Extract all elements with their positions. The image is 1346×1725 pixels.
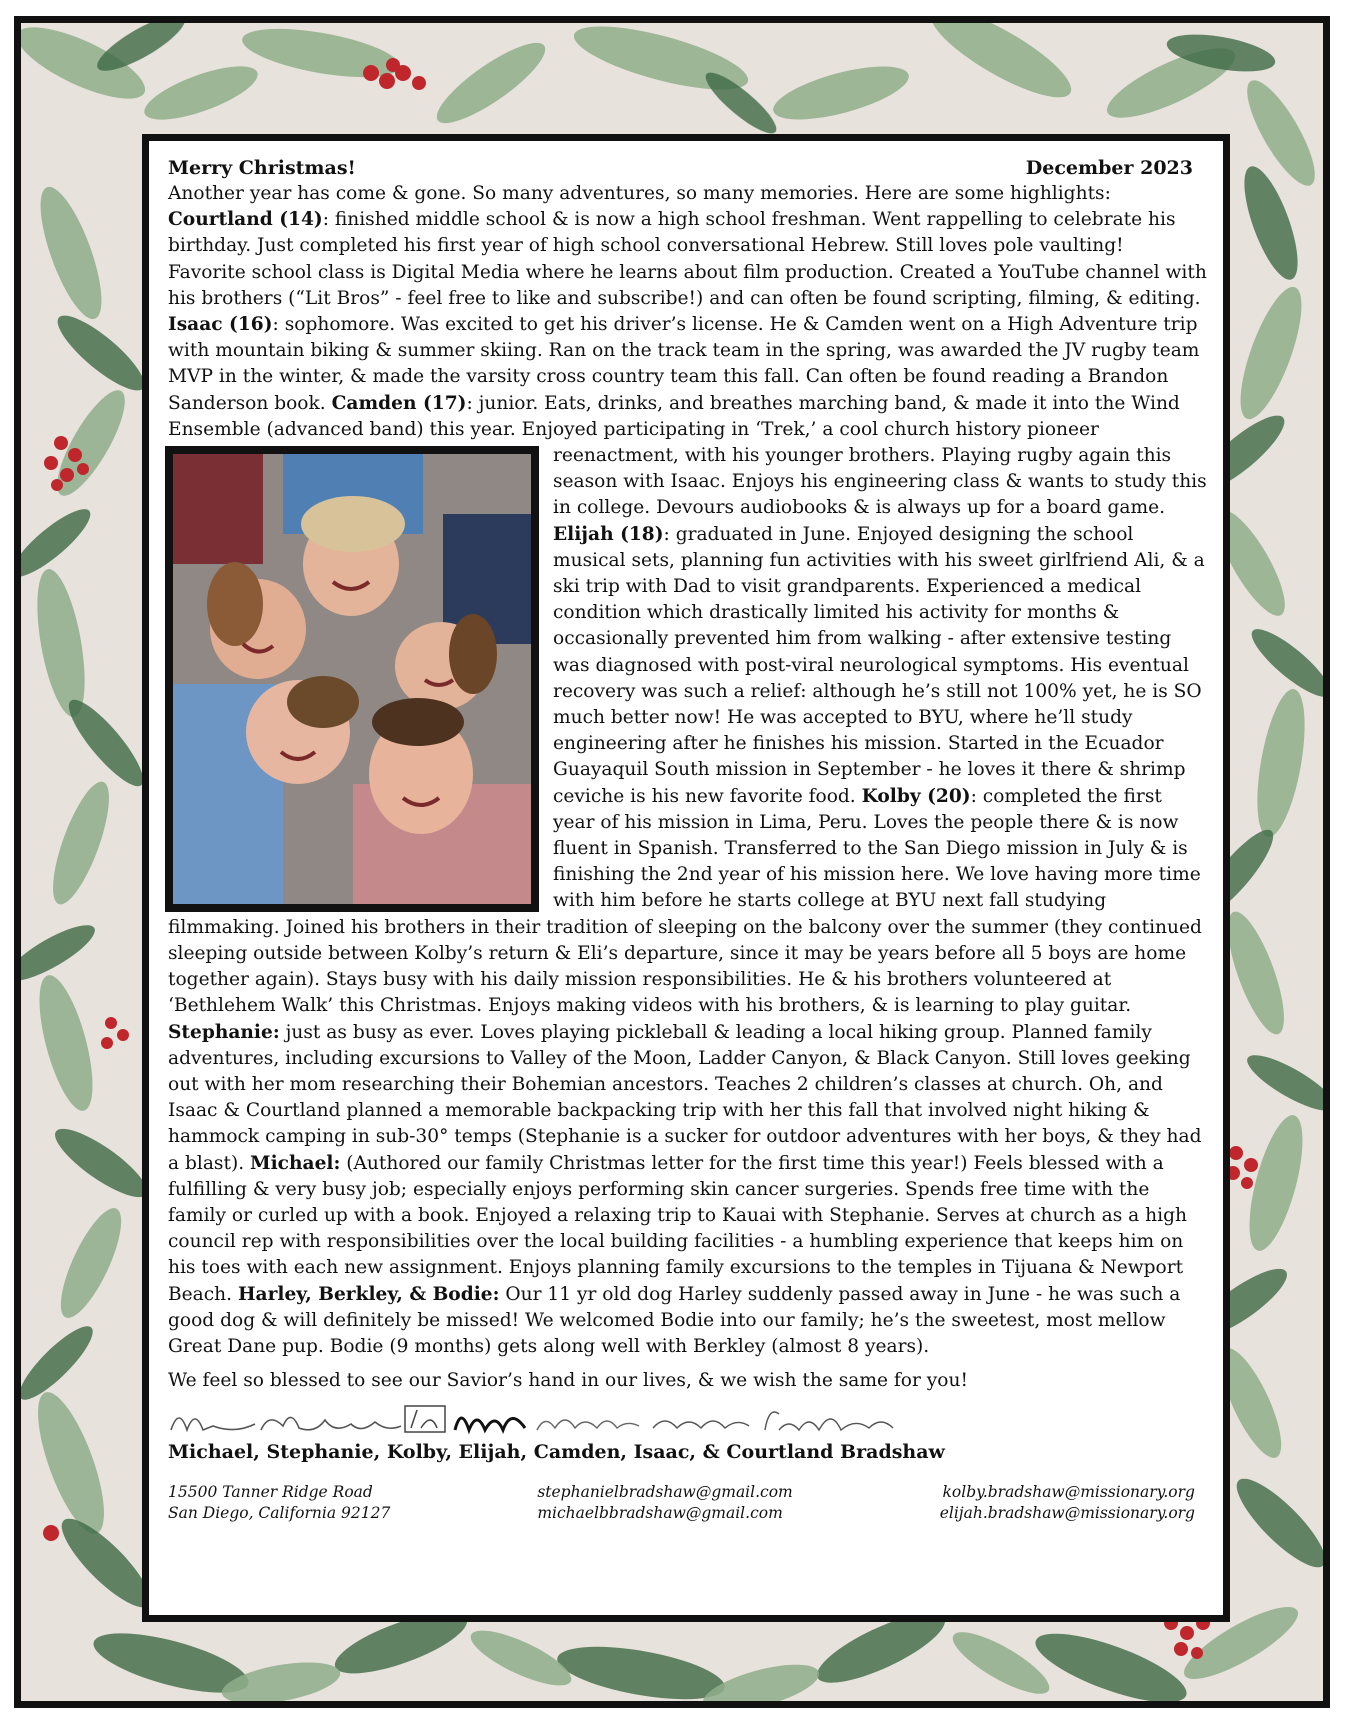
michael-name: Michael: xyxy=(250,1152,341,1174)
stephanie-name: Stephanie: xyxy=(168,1021,280,1043)
mailing-address xyxy=(168,1482,390,1524)
courtland-name: Courtland (14) xyxy=(168,209,323,231)
isaac-name: Isaac (16) xyxy=(168,314,273,336)
page-frame xyxy=(14,16,1330,1708)
closing-line: We feel so blessed to see our Savior’s hand in our lives, & we wish the same for you! xyxy=(168,1370,968,1392)
greeting: Merry Christmas! xyxy=(168,157,356,179)
email-elijah[interactable]: elijah.bradshaw@missionary.org xyxy=(939,1504,1195,1523)
letter-header xyxy=(165,155,1207,181)
email-kolby[interactable]: kolby.bradshaw@missionary.org xyxy=(942,1483,1195,1502)
email-michael[interactable]: michaelbbradshaw@gmail.com xyxy=(537,1504,783,1523)
email-stephanie[interactable]: stephanielbradshaw@gmail.com xyxy=(537,1483,793,1502)
pets-name: Harley, Berkley, & Bodie: xyxy=(237,1283,500,1305)
camden-name: Camden (17) xyxy=(331,392,467,414)
michael-text: (Authored our family Christmas letter for the first time this year!) Feels blessed with a fulfilling & very busy job; especially enjoys performing skin cancer surgeries. Spends free time with the family or curled up with a book. Enjoyed a relaxing trip to Kauai with Stephanie. Serves at church as a high council rep with responsibilities over the local building facilities - a humbling experience that keeps him on his toes with each new assignment. Enjoys planning family excursions to the temples in Tijuana & Newport Beach. xyxy=(168,1152,1187,1305)
letter-body xyxy=(165,181,1207,1360)
parent-emails xyxy=(537,1482,792,1524)
intro-text: Another year has come & gone. So many adventures, so many memories. Here are some highlights: xyxy=(168,183,1111,204)
family-photo xyxy=(173,454,531,904)
camden-text-continued: Playing rugby again this season with Isaac. Enjoys his engineering class & wants to study this in college. Devours audiobooks & is always up for a board game. xyxy=(553,445,1207,519)
letter-date: December 2023 xyxy=(1025,157,1193,179)
pets-text: Our 11 yr old dog Harley suddenly passed away in June - he was such a good dog & will definitely be missed! We welcomed Bodie into our family; he’s the sweetest, most mellow Great Dane pup. Bodie (9 months) gets along well with Berkley (almost 8 years). xyxy=(168,1283,1181,1357)
letter-footer xyxy=(168,1482,1195,1524)
elijah-text: : graduated in June. Enjoyed designing the school musical sets, planning fun activities with his sweet girlfriend Ali, & a ski trip with Dad to visit grandparents. Experienced a medical condition which drastically limited his activity for months & occasionally prevented him from walking - after extensive testing was diagnosed with post-viral neurological symptoms. His eventual recovery was such a relief: although he’s still not 100% yet, he is SO much better now! He was accepted to BYU, where he’ll study engineering after he finishes his mission. Started in the Ecuador Guayaquil South mission in September - he loves it there & shrimp ceviche is his new favorite food. xyxy=(553,523,1205,807)
camden-text: : junior. Eats, drinks, and breathes marching band, & made it into the Wind Ensemble (advanced band) this year. Enjoyed participating in ‘Trek,’ a cool church history pioneer reenactment, with his younger brothers. xyxy=(168,392,1180,467)
address-line-1: 15500 Tanner Ridge Road xyxy=(168,1483,373,1502)
kolby-text: : completed the first year of his mission in Lima, Peru. Loves the people there & is now fluent in Spanish. Transferred to the San Diego mission in July & is finishing the 2nd year of his mission here. We love having more time with him before he starts college at BYU next fall studying filmmaking. Joined his brothers in their tradition of sleeping on the balcony over the summer (they continued sleeping outside between Kolby’s return & Eli’s departure, since it may be years before all 5 boys are home together again). Stays busy with his daily mission responsibilities. He & his brothers volunteered at ‘Bethlehem Walk’ this Christmas. Enjoys making videos with his brothers, & is learning to play guitar. xyxy=(168,785,1202,1017)
courtland-text: : finished middle school & is now a high school freshman. Went rappelling to celebrate his birthday. Just completed his first year of high school conversational Hebrew. Still loves pole vaulting! Favorite school class is Digital Media where he learns about film production. Created a YouTube channel with his brothers (“Lit Bros” - feel free to like and subscribe!) and can often be found scripting, filming, & editing. xyxy=(168,209,1207,309)
elijah-name: Elijah (18) xyxy=(553,523,664,545)
family-photo-frame xyxy=(165,446,539,912)
missionary-emails xyxy=(940,1482,1195,1524)
family-names: Michael, Stephanie, Kolby, Elijah, Camden, Isaac, & Courtland Bradshaw xyxy=(168,1441,945,1464)
letter-panel xyxy=(142,134,1230,1622)
isaac-text: : sophomore. Was excited to get his driver’s license. He & Camden went on a High Adventure trip with mountain biking & summer skiing. Ran on the track team in the spring, was awarded the JV rugby team MVP in the winter, & made the varsity cross country team this fall. Can often be found reading a Brandon Sanderson book. xyxy=(168,314,1200,414)
handwritten-signature xyxy=(165,1400,905,1440)
address-line-2: San Diego, California 92127 xyxy=(168,1504,391,1523)
kolby-name: Kolby (20) xyxy=(861,785,971,807)
stephanie-text: just as busy as ever. Loves playing pickleball & leading a local hiking group. Planned family adventures, including excursions to Valley of the Moon, Ladder Canyon, & Black Canyon. Still loves geeking out with her mom researching their Bohemian ancestors. Teaches 2 children’s classes at church. Oh, and Isaac & Courtland planned a memorable backpacking trip with her this fall that involved night hiking & hammock camping in sub-30° temps (Stephanie is a sucker for outdoor adventures with her boys, & they had a blast). xyxy=(168,1021,1202,1174)
